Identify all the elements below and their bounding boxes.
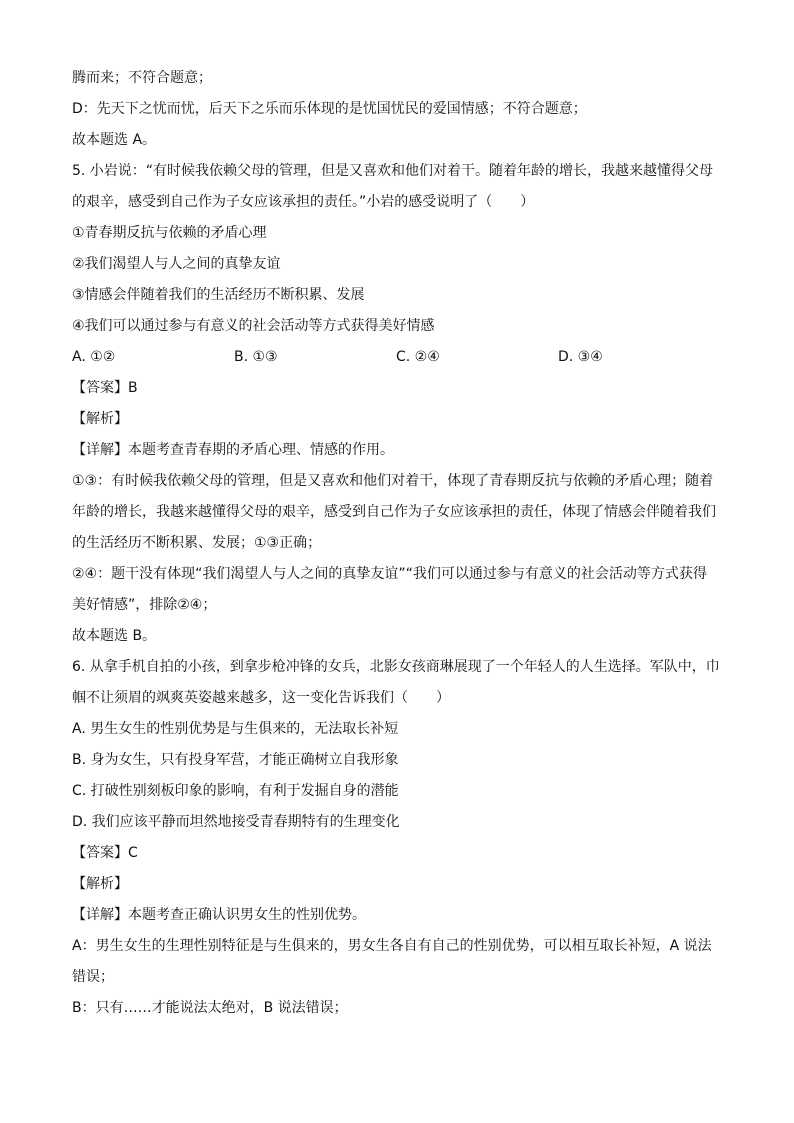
- option-c: C. 打破性别刻板印象的影响，有利于发掘自身的潜能: [72, 783, 399, 799]
- analysis-label: 【解析】: [72, 411, 128, 427]
- option-b: B. ①③: [234, 349, 278, 365]
- question-6-stem: 帼不让须眉的飒爽英姿越来越多，这一变化告诉我们（ ）: [72, 690, 450, 706]
- question-6-stem: 6. 从拿手机自拍的小孩，到拿步枪冲锋的女兵，北影女孩商琳展现了一个年轻人的人生选择。军队中，巾: [72, 659, 720, 675]
- statement-item: ④我们可以通过参与有意义的社会活动等方式获得美好情感: [72, 318, 435, 334]
- option-c: C. ②④: [396, 349, 440, 365]
- question-5-stem: 的艰辛，感受到自己作为子女应该承担的责任。”小岩的感受说明了（ ）: [72, 194, 535, 210]
- statement-item: ③情感会伴随着我们的生活经历不断积累、发展: [72, 287, 365, 303]
- detail-line: ①③：有时候我依赖父母的管理，但是又喜欢和他们对着干，体现了青春期反抗与依赖的矛盾心理；随着: [72, 473, 714, 489]
- answer-label: 【答案】B: [72, 380, 138, 396]
- detail-line: ②④：题干没有体现“我们渴望人与人之间的真挚友谊”“我们可以通过参与有意义的社会活动等方式获得: [72, 566, 707, 582]
- detail-line: 错误；: [72, 969, 114, 985]
- detail-line: 的生活经历不断积累、发展；①③正确；: [72, 535, 322, 551]
- detail-line: 【详解】本题考查青春期的矛盾心理、情感的作用。: [72, 442, 394, 458]
- option-a: A. ①②: [72, 349, 116, 365]
- text-line: 故本题选 B。: [72, 628, 157, 644]
- analysis-label: 【解析】: [72, 876, 128, 892]
- answer-label: 【答案】C: [72, 845, 138, 861]
- detail-line: 美好情感”，排除②④；: [72, 597, 217, 613]
- text-line: 腾而来；不符合题意；: [72, 70, 212, 86]
- statement-item: ②我们渴望人与人之间的真挚友谊: [72, 256, 281, 272]
- detail-line: 年龄的增长，我越来越懂得父母的艰辛，感受到自己作为子女应该承担的责任，体现了情感会伴随着我们: [72, 504, 716, 520]
- option-d: D. 我们应该平静而坦然地接受青春期特有的生理变化: [72, 814, 400, 830]
- option-b: B. 身为女生，只有投身军营，才能正确树立自我形象: [72, 752, 399, 768]
- question-5-options: [72, 342, 734, 373]
- detail-line: 【详解】本题考查正确认识男女生的性别优势。: [72, 907, 366, 923]
- question-5-stem: 5. 小岩说：“有时候我依赖父母的管理，但是又喜欢和他们对着干。随着年龄的增长，我越来越懂得父母: [72, 163, 714, 179]
- option-a: A. 男生女生的性别优势是与生俱来的，无法取长补短: [72, 721, 399, 737]
- option-d: D. ③④: [558, 349, 603, 365]
- detail-line: B：只有……才能说法太绝对，B 说法错误；: [72, 1000, 348, 1016]
- statement-item: ①青春期反抗与依赖的矛盾心理: [72, 225, 267, 241]
- detail-line: A：男生女生的生理性别特征是与生俱来的，男女生各自有自己的性别优势，可以相互取长补短，A 说法: [72, 938, 712, 954]
- text-line: D：先天下之忧而忧，后天下之乐而乐体现的是忧国忧民的爱国情感；不符合题意；: [72, 101, 587, 117]
- text-line: 故本题选 A。: [72, 132, 157, 148]
